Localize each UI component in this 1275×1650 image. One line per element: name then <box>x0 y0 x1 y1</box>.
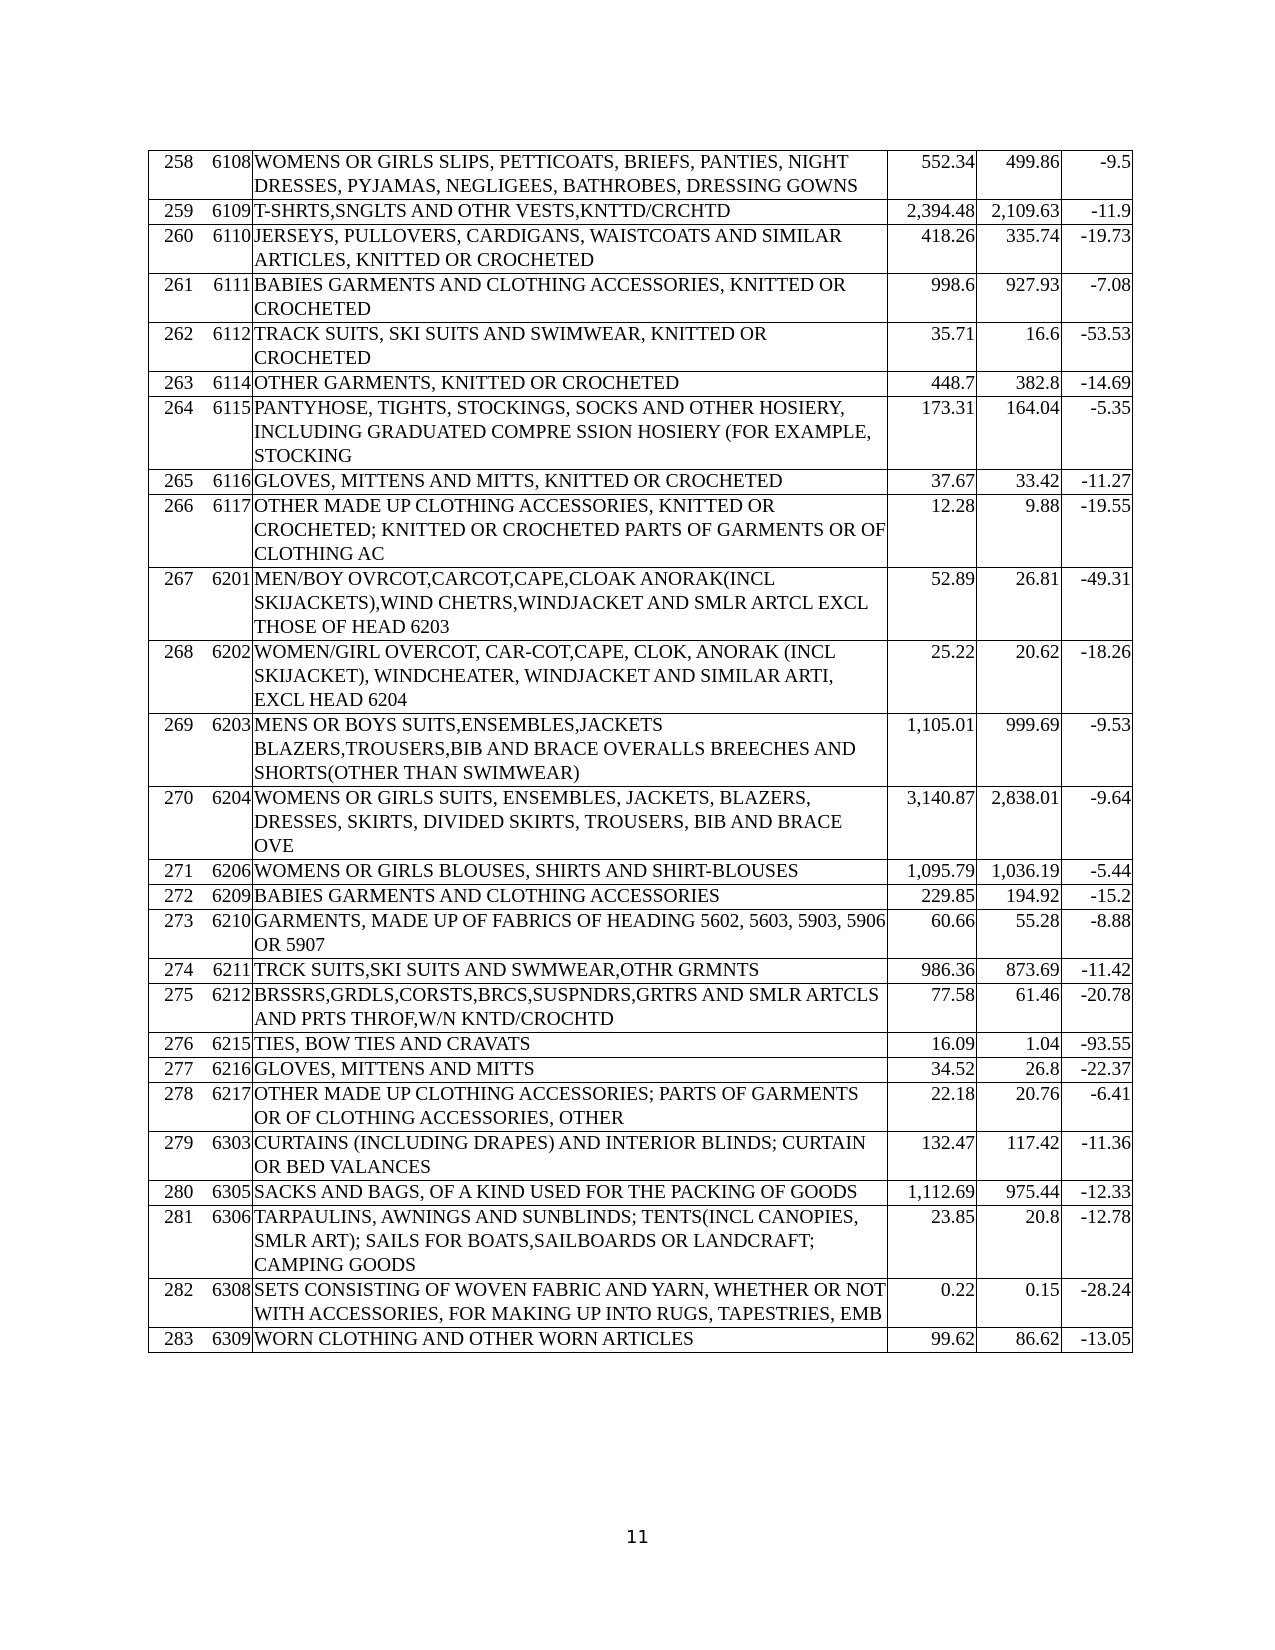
value-previous-cell: 37.67 <box>888 470 977 495</box>
value-previous-cell: 52.89 <box>888 568 977 641</box>
serial-number-cell: 266 <box>149 495 195 568</box>
value-current-cell: 1,036.19 <box>976 860 1061 885</box>
serial-number-cell: 268 <box>149 641 195 714</box>
hs-code-cell: 6215 <box>194 1033 252 1058</box>
table-row <box>149 200 1133 225</box>
value-current-cell: 927.93 <box>976 274 1061 323</box>
description-cell: WOMENS OR GIRLS BLOUSES, SHIRTS AND SHIRT-BLOUSES <box>252 860 887 885</box>
hs-code-cell: 6116 <box>194 470 252 495</box>
description-cell: BABIES GARMENTS AND CLOTHING ACCESSORIES <box>252 885 887 910</box>
serial-number-cell: 265 <box>149 470 195 495</box>
table-row <box>149 860 1133 885</box>
value-previous-cell: 12.28 <box>888 495 977 568</box>
description-cell: PANTYHOSE, TIGHTS, STOCKINGS, SOCKS AND OTHER HOSIERY, INCLUDING GRADUATED COMPRE SSION HOSIERY (FOR EXAMPLE, STOCKING <box>252 397 887 470</box>
table-row <box>149 1206 1133 1279</box>
value-current-cell: 975.44 <box>976 1181 1061 1206</box>
description-cell: GLOVES, MITTENS AND MITTS, KNITTED OR CROCHETED <box>252 470 887 495</box>
table-row <box>149 568 1133 641</box>
value-previous-cell: 173.31 <box>888 397 977 470</box>
table-row <box>149 641 1133 714</box>
hs-code-cell: 6217 <box>194 1083 252 1132</box>
value-current-cell: 20.76 <box>976 1083 1061 1132</box>
hs-code-cell: 6211 <box>194 959 252 984</box>
hs-code-cell: 6203 <box>194 714 252 787</box>
table-row <box>149 1033 1133 1058</box>
percent-change-cell: -11.36 <box>1061 1132 1132 1181</box>
description-cell: OTHER MADE UP CLOTHING ACCESSORIES; PARTS OF GARMENTS OR OF CLOTHING ACCESSORIES, OTHER <box>252 1083 887 1132</box>
description-cell: T-SHRTS,SNGLTS AND OTHR VESTS,KNTTD/CRCHTD <box>252 200 887 225</box>
value-current-cell: 1.04 <box>976 1033 1061 1058</box>
value-previous-cell: 998.6 <box>888 274 977 323</box>
value-current-cell: 382.8 <box>976 372 1061 397</box>
table-row <box>149 1328 1133 1353</box>
value-current-cell: 61.46 <box>976 984 1061 1033</box>
table-row <box>149 959 1133 984</box>
description-cell: OTHER GARMENTS, KNITTED OR CROCHETED <box>252 372 887 397</box>
value-previous-cell: 1,112.69 <box>888 1181 977 1206</box>
description-cell: TIES, BOW TIES AND CRAVATS <box>252 1033 887 1058</box>
hs-code-cell: 6111 <box>194 274 252 323</box>
description-cell: CURTAINS (INCLUDING DRAPES) AND INTERIOR BLINDS; CURTAIN OR BED VALANCES <box>252 1132 887 1181</box>
serial-number-cell: 280 <box>149 1181 195 1206</box>
serial-number-cell: 261 <box>149 274 195 323</box>
value-current-cell: 33.42 <box>976 470 1061 495</box>
serial-number-cell: 263 <box>149 372 195 397</box>
value-current-cell: 194.92 <box>976 885 1061 910</box>
percent-change-cell: -5.44 <box>1061 860 1132 885</box>
hs-code-cell: 6206 <box>194 860 252 885</box>
percent-change-cell: -5.35 <box>1061 397 1132 470</box>
export-data-table <box>148 150 1133 1353</box>
description-cell: WOMEN/GIRL OVERCOT, CAR-COT,CAPE, CLOK, ANORAK (INCL SKIJACKET), WINDCHEATER, WINDJACKET AND SIMILAR ARTI, EXCL HEAD 6204 <box>252 641 887 714</box>
table-row <box>149 151 1133 200</box>
table-row <box>149 397 1133 470</box>
serial-number-cell: 272 <box>149 885 195 910</box>
percent-change-cell: -20.78 <box>1061 984 1132 1033</box>
value-previous-cell: 2,394.48 <box>888 200 977 225</box>
hs-code-cell: 6209 <box>194 885 252 910</box>
description-cell: WOMENS OR GIRLS SUITS, ENSEMBLES, JACKETS, BLAZERS, DRESSES, SKIRTS, DIVIDED SKIRTS, TROUSERS, BIB AND BRACE OVE <box>252 787 887 860</box>
percent-change-cell: -12.33 <box>1061 1181 1132 1206</box>
percent-change-cell: -13.05 <box>1061 1328 1132 1353</box>
hs-code-cell: 6108 <box>194 151 252 200</box>
data-table-container <box>148 150 1133 1353</box>
percent-change-cell: -7.08 <box>1061 274 1132 323</box>
description-cell: WORN CLOTHING AND OTHER WORN ARTICLES <box>252 1328 887 1353</box>
value-previous-cell: 22.18 <box>888 1083 977 1132</box>
value-current-cell: 2,838.01 <box>976 787 1061 860</box>
description-cell: BRSSRS,GRDLS,CORSTS,BRCS,SUSPNDRS,GRTRS AND SMLR ARTCLS AND PRTS THROF,W/N KNTD/CROCHTD <box>252 984 887 1033</box>
percent-change-cell: -8.88 <box>1061 910 1132 959</box>
description-cell: BABIES GARMENTS AND CLOTHING ACCESSORIES, KNITTED OR CROCHETED <box>252 274 887 323</box>
hs-code-cell: 6216 <box>194 1058 252 1083</box>
percent-change-cell: -53.53 <box>1061 323 1132 372</box>
serial-number-cell: 259 <box>149 200 195 225</box>
value-previous-cell: 552.34 <box>888 151 977 200</box>
value-current-cell: 873.69 <box>976 959 1061 984</box>
hs-code-cell: 6117 <box>194 495 252 568</box>
value-current-cell: 55.28 <box>976 910 1061 959</box>
table-row <box>149 470 1133 495</box>
value-current-cell: 2,109.63 <box>976 200 1061 225</box>
value-current-cell: 335.74 <box>976 225 1061 274</box>
value-current-cell: 20.62 <box>976 641 1061 714</box>
percent-change-cell: -6.41 <box>1061 1083 1132 1132</box>
table-row <box>149 323 1133 372</box>
percent-change-cell: -49.31 <box>1061 568 1132 641</box>
value-current-cell: 0.15 <box>976 1279 1061 1328</box>
table-row <box>149 1132 1133 1181</box>
hs-code-cell: 6204 <box>194 787 252 860</box>
value-current-cell: 20.8 <box>976 1206 1061 1279</box>
serial-number-cell: 269 <box>149 714 195 787</box>
table-body <box>149 151 1133 1353</box>
hs-code-cell: 6309 <box>194 1328 252 1353</box>
value-previous-cell: 448.7 <box>888 372 977 397</box>
table-row <box>149 910 1133 959</box>
description-cell: MEN/BOY OVRCOT,CARCOT,CAPE,CLOAK ANORAK(INCL SKIJACKETS),WIND CHETRS,WINDJACKET AND SMLR ARTCL EXCL THOSE OF HEAD 6203 <box>252 568 887 641</box>
value-previous-cell: 0.22 <box>888 1279 977 1328</box>
serial-number-cell: 270 <box>149 787 195 860</box>
table-row <box>149 1279 1133 1328</box>
percent-change-cell: -9.64 <box>1061 787 1132 860</box>
description-cell: OTHER MADE UP CLOTHING ACCESSORIES, KNITTED OR CROCHETED; KNITTED OR CROCHETED PARTS OF GARMENTS OR OF CLOTHING AC <box>252 495 887 568</box>
description-cell: TARPAULINS, AWNINGS AND SUNBLINDS; TENTS(INCL CANOPIES, SMLR ART); SAILS FOR BOATS,SAILBOARDS OR LANDCRAFT; CAMPING GOODS <box>252 1206 887 1279</box>
hs-code-cell: 6210 <box>194 910 252 959</box>
hs-code-cell: 6212 <box>194 984 252 1033</box>
description-cell: MENS OR BOYS SUITS,ENSEMBLES,JACKETS BLAZERS,TROUSERS,BIB AND BRACE OVERALLS BREECHES AND SHORTS(OTHER THAN SWIMWEAR) <box>252 714 887 787</box>
value-previous-cell: 418.26 <box>888 225 977 274</box>
table-row <box>149 714 1133 787</box>
percent-change-cell: -19.55 <box>1061 495 1132 568</box>
value-current-cell: 26.81 <box>976 568 1061 641</box>
serial-number-cell: 262 <box>149 323 195 372</box>
serial-number-cell: 274 <box>149 959 195 984</box>
percent-change-cell: -11.27 <box>1061 470 1132 495</box>
hs-code-cell: 6202 <box>194 641 252 714</box>
page-number: 11 <box>626 1527 649 1548</box>
table-row <box>149 787 1133 860</box>
percent-change-cell: -9.5 <box>1061 151 1132 200</box>
hs-code-cell: 6306 <box>194 1206 252 1279</box>
percent-change-cell: -9.53 <box>1061 714 1132 787</box>
hs-code-cell: 6114 <box>194 372 252 397</box>
value-previous-cell: 986.36 <box>888 959 977 984</box>
value-previous-cell: 1,095.79 <box>888 860 977 885</box>
value-current-cell: 16.6 <box>976 323 1061 372</box>
percent-change-cell: -12.78 <box>1061 1206 1132 1279</box>
value-previous-cell: 16.09 <box>888 1033 977 1058</box>
value-current-cell: 164.04 <box>976 397 1061 470</box>
table-row <box>149 984 1133 1033</box>
serial-number-cell: 260 <box>149 225 195 274</box>
hs-code-cell: 6112 <box>194 323 252 372</box>
percent-change-cell: -19.73 <box>1061 225 1132 274</box>
percent-change-cell: -11.9 <box>1061 200 1132 225</box>
table-row <box>149 372 1133 397</box>
serial-number-cell: 277 <box>149 1058 195 1083</box>
value-previous-cell: 25.22 <box>888 641 977 714</box>
value-previous-cell: 1,105.01 <box>888 714 977 787</box>
description-cell: SACKS AND BAGS, OF A KIND USED FOR THE PACKING OF GOODS <box>252 1181 887 1206</box>
percent-change-cell: -14.69 <box>1061 372 1132 397</box>
serial-number-cell: 276 <box>149 1033 195 1058</box>
value-previous-cell: 34.52 <box>888 1058 977 1083</box>
hs-code-cell: 6308 <box>194 1279 252 1328</box>
percent-change-cell: -28.24 <box>1061 1279 1132 1328</box>
description-cell: TRCK SUITS,SKI SUITS AND SWMWEAR,OTHR GRMNTS <box>252 959 887 984</box>
serial-number-cell: 267 <box>149 568 195 641</box>
serial-number-cell: 264 <box>149 397 195 470</box>
serial-number-cell: 279 <box>149 1132 195 1181</box>
serial-number-cell: 258 <box>149 151 195 200</box>
table-row <box>149 1181 1133 1206</box>
hs-code-cell: 6115 <box>194 397 252 470</box>
serial-number-cell: 281 <box>149 1206 195 1279</box>
value-previous-cell: 23.85 <box>888 1206 977 1279</box>
table-row <box>149 885 1133 910</box>
serial-number-cell: 275 <box>149 984 195 1033</box>
percent-change-cell: -22.37 <box>1061 1058 1132 1083</box>
table-row <box>149 225 1133 274</box>
serial-number-cell: 278 <box>149 1083 195 1132</box>
value-previous-cell: 132.47 <box>888 1132 977 1181</box>
hs-code-cell: 6201 <box>194 568 252 641</box>
percent-change-cell: -93.55 <box>1061 1033 1132 1058</box>
hs-code-cell: 6110 <box>194 225 252 274</box>
value-current-cell: 26.8 <box>976 1058 1061 1083</box>
value-current-cell: 9.88 <box>976 495 1061 568</box>
hs-code-cell: 6109 <box>194 200 252 225</box>
value-previous-cell: 99.62 <box>888 1328 977 1353</box>
description-cell: WOMENS OR GIRLS SLIPS, PETTICOATS, BRIEFS, PANTIES, NIGHT DRESSES, PYJAMAS, NEGLIGEES, BATHROBES, DRESSING GOWNS <box>252 151 887 200</box>
table-row <box>149 1083 1133 1132</box>
serial-number-cell: 271 <box>149 860 195 885</box>
value-previous-cell: 60.66 <box>888 910 977 959</box>
value-current-cell: 499.86 <box>976 151 1061 200</box>
description-cell: GLOVES, MITTENS AND MITTS <box>252 1058 887 1083</box>
table-row <box>149 274 1133 323</box>
serial-number-cell: 283 <box>149 1328 195 1353</box>
value-previous-cell: 77.58 <box>888 984 977 1033</box>
value-previous-cell: 35.71 <box>888 323 977 372</box>
serial-number-cell: 273 <box>149 910 195 959</box>
table-row <box>149 1058 1133 1083</box>
value-current-cell: 117.42 <box>976 1132 1061 1181</box>
description-cell: SETS CONSISTING OF WOVEN FABRIC AND YARN, WHETHER OR NOT WITH ACCESSORIES, FOR MAKING UP INTO RUGS, TAPESTRIES, EMB <box>252 1279 887 1328</box>
percent-change-cell: -15.2 <box>1061 885 1132 910</box>
value-current-cell: 999.69 <box>976 714 1061 787</box>
description-cell: TRACK SUITS, SKI SUITS AND SWIMWEAR, KNITTED OR CROCHETED <box>252 323 887 372</box>
percent-change-cell: -18.26 <box>1061 641 1132 714</box>
value-previous-cell: 3,140.87 <box>888 787 977 860</box>
hs-code-cell: 6305 <box>194 1181 252 1206</box>
serial-number-cell: 282 <box>149 1279 195 1328</box>
description-cell: JERSEYS, PULLOVERS, CARDIGANS, WAISTCOATS AND SIMILAR ARTICLES, KNITTED OR CROCHETED <box>252 225 887 274</box>
table-row <box>149 495 1133 568</box>
description-cell: GARMENTS, MADE UP OF FABRICS OF HEADING 5602, 5603, 5903, 5906 OR 5907 <box>252 910 887 959</box>
value-previous-cell: 229.85 <box>888 885 977 910</box>
hs-code-cell: 6303 <box>194 1132 252 1181</box>
percent-change-cell: -11.42 <box>1061 959 1132 984</box>
value-current-cell: 86.62 <box>976 1328 1061 1353</box>
